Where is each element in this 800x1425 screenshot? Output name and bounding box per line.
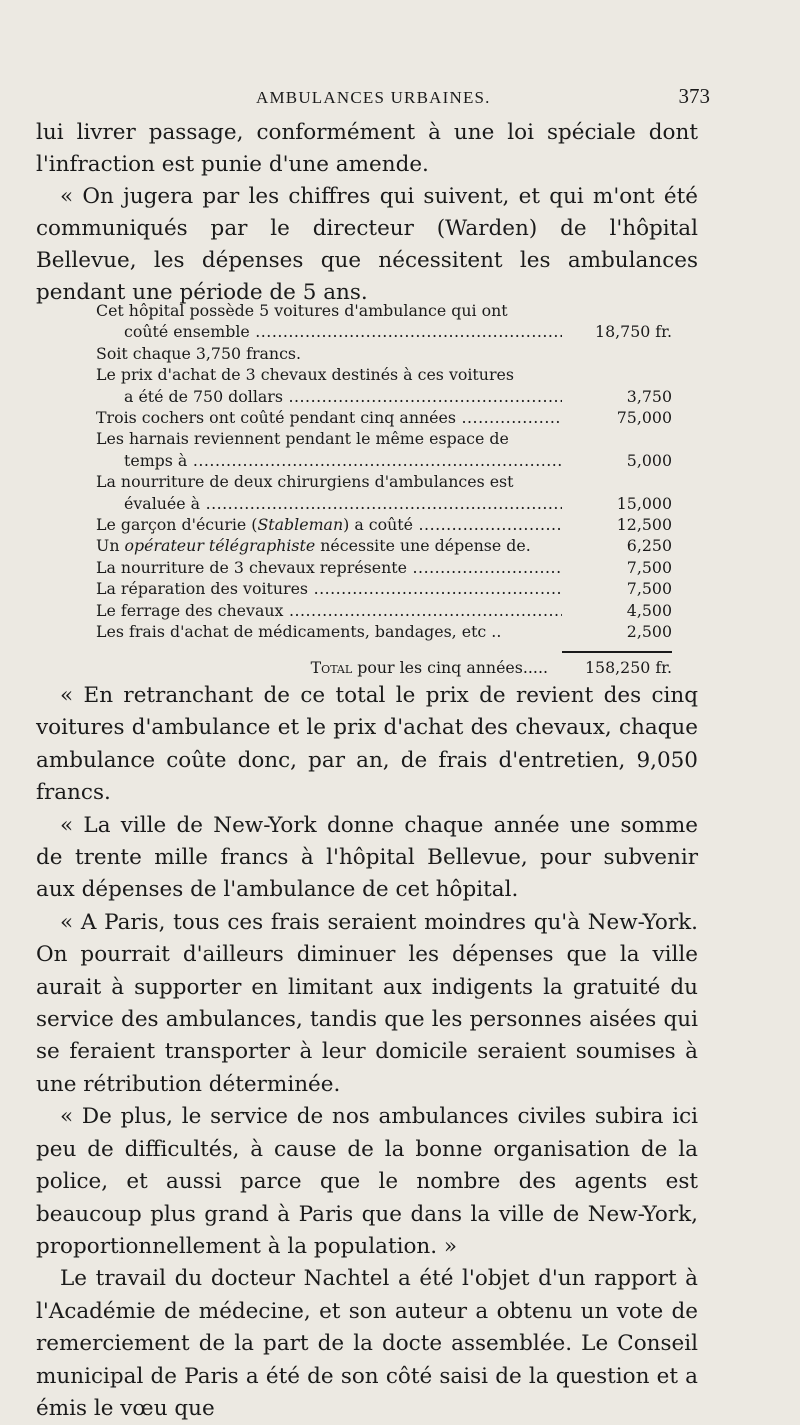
- row-amount: 2,500: [626, 622, 672, 642]
- row-label: Le prix d'achat de 3 chevaux destinés à ces voitures: [96, 365, 514, 385]
- row-label: Cet hôpital possède 5 voitures d'ambulance qui ont: [96, 301, 508, 320]
- paragraph: « De plus, le service de nos ambulances civiles subira ici peu de difficultés, à cause de la bonne organisation de la police, et aussi parce que le nombre des agents est beaucoup plus grand à Paris que dans la ville de New-York, proportionnellement à la population. »: [36, 1104, 698, 1259]
- table-row: [96, 300, 672, 321]
- table-row: [96, 493, 672, 514]
- row-amount: 15,000: [616, 493, 672, 513]
- row-label: a été de 750 dollars .....: [96, 386, 562, 407]
- row-amount: 6,250: [626, 536, 672, 556]
- row-amount: 5,000: [626, 450, 672, 470]
- paragraph: « En retranchant de ce total le prix de revient des cinq voitures d'ambulance et le prix d'achat des chevaux, chaque ambulance coûte donc, par an, de frais d'entretien, 9,050 francs.: [36, 683, 698, 806]
- page-number: 373: [678, 84, 710, 108]
- table-row: [96, 471, 672, 492]
- total-amount: 158,250 fr.: [584, 657, 672, 677]
- table-row: [96, 514, 672, 535]
- intro-text: [36, 117, 698, 309]
- row-amount: 4,500: [626, 600, 672, 620]
- table-row: [96, 343, 672, 364]
- row-label: Trois cochers ont coûté pendant cinq années .....: [96, 407, 562, 428]
- row-label: coûté ensemble .....: [96, 321, 562, 342]
- table-row: [96, 407, 672, 428]
- row-label: Soit chaque 3,750 francs.: [96, 343, 302, 363]
- expense-table: [96, 300, 672, 678]
- table-row: [96, 321, 672, 342]
- table-row: [96, 578, 672, 599]
- total-row: [96, 657, 672, 678]
- paragraph: « La ville de New-York donne chaque année une somme de trente mille francs à l'hôpital Bellevue, pour subvenir aux dépenses de l'ambulance de cet hôpital.: [36, 812, 698, 903]
- paragraph: « A Paris, tous ces frais seraient moindres qu'à New-York. On pourrait d'ailleurs diminuer les dépenses que la ville aurait à supporter en limitant aux indigents la gratuité du service des ambulances, tandis que les personnes aisées qui se feraient transporter à leur domicile seraient soumises à une rétribution déterminée.: [36, 909, 698, 1097]
- row-label: La nourriture de deux chirurgiens d'ambulances est: [96, 472, 514, 492]
- paragraph: lui livrer passage, conformément à une loi spéciale dont l'infraction est punie d'une amende.: [36, 120, 698, 177]
- row-label: Le garçon d'écurie (Stableman) a coûté .....: [96, 514, 562, 535]
- row-label: Un opérateur télégraphiste nécessite une dépense de.: [96, 536, 531, 556]
- row-label: évaluée à .....: [96, 493, 562, 514]
- table-row: [96, 428, 672, 449]
- table-row: [96, 386, 672, 407]
- row-amount: 75,000: [616, 408, 672, 428]
- table-row: [96, 600, 672, 621]
- row-label: Le ferrage des chevaux .....: [96, 600, 562, 621]
- table-row: [96, 450, 672, 471]
- running-head: AMBULANCES URBAINES.: [256, 88, 491, 107]
- table-row: [96, 364, 672, 385]
- body-text: [36, 680, 698, 1425]
- row-label: La réparation des voitures .....: [96, 578, 562, 599]
- table-row: [96, 535, 672, 556]
- table-row: [96, 557, 672, 578]
- row-amount: 3,750: [626, 386, 672, 406]
- row-label: Les harnais reviennent pendant le même espace de: [96, 429, 509, 449]
- row-amount: 7,500: [626, 579, 672, 599]
- row-amount: 12,500: [616, 515, 672, 535]
- row-amount: 18,750 fr.: [595, 322, 672, 342]
- paragraph: « On jugera par les chiffres qui suivent, et qui m'ont été communiqués par le directeur (Warden) de l'hôpital Bellevue, les dépenses que nécessitent les ambulances pendant une période de 5 ans.: [36, 184, 698, 305]
- row-label: La nourriture de 3 chevaux représente .....: [96, 557, 562, 578]
- page-header: [36, 80, 710, 120]
- row-label: temps à .....: [96, 450, 562, 471]
- table-row: [96, 621, 672, 642]
- paragraph: Le travail du docteur Nachtel a été l'objet d'un rapport à l'Académie de médecine, et son auteur a obtenu un vote de remerciement de la part de la docte assemblée. Le Conseil municipal de Paris a été de son côté saisi de la question et a émis le vœu que: [36, 1266, 698, 1421]
- row-label: Les frais d'achat de médicaments, bandages, etc ..: [96, 622, 502, 642]
- row-amount: 7,500: [626, 557, 672, 577]
- total-label: Total pour les cinq années.....: [310, 657, 548, 677]
